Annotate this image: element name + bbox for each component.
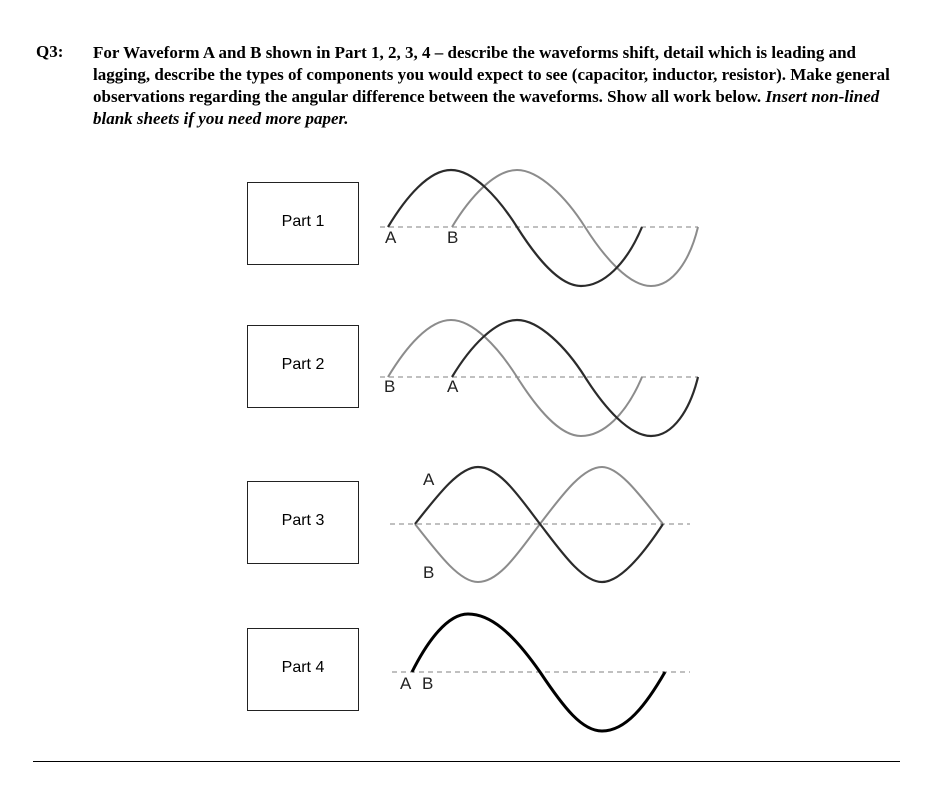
part-2-wave-b	[388, 320, 642, 436]
bottom-divider	[33, 761, 900, 762]
question-instructions: For Waveform A and B shown in Part 1, 2, 3, 4 – describe the waveforms shift, detail which is leading and lagging, describe the types of components you would expect to see (capacitor, inductor, resistor). Make general observations regarding the angular difference between the waveforms. Show all work below.	[93, 43, 890, 106]
part-1-waveforms	[380, 170, 698, 286]
part-2-label: Part 2	[281, 355, 325, 373]
question-note: Insert non-lined blank sheets if you need more paper.	[93, 87, 880, 128]
part-1-wave-a	[388, 170, 642, 286]
part-4-label-a: A	[400, 674, 412, 693]
part-1-label-b: B	[447, 228, 459, 247]
part-2-waveforms	[380, 320, 698, 436]
part-1-label-a: A	[385, 228, 397, 247]
part-4-waveforms	[392, 614, 690, 731]
part-2-label-a: A	[447, 377, 459, 396]
part-1-wave-b	[452, 170, 698, 286]
part-1-label: Part 1	[281, 212, 325, 230]
part-3-label: Part 3	[281, 511, 325, 529]
part-3-label-b: B	[423, 563, 435, 582]
part-4-label: Part 4	[281, 658, 325, 676]
part-3-label-a: A	[423, 470, 435, 489]
part-2-wave-a	[452, 320, 698, 436]
part-2-label-b: B	[384, 377, 396, 396]
part-4-label-b: B	[422, 674, 434, 693]
question-number: Q3:	[36, 42, 64, 61]
part-3-waveforms	[390, 467, 690, 582]
